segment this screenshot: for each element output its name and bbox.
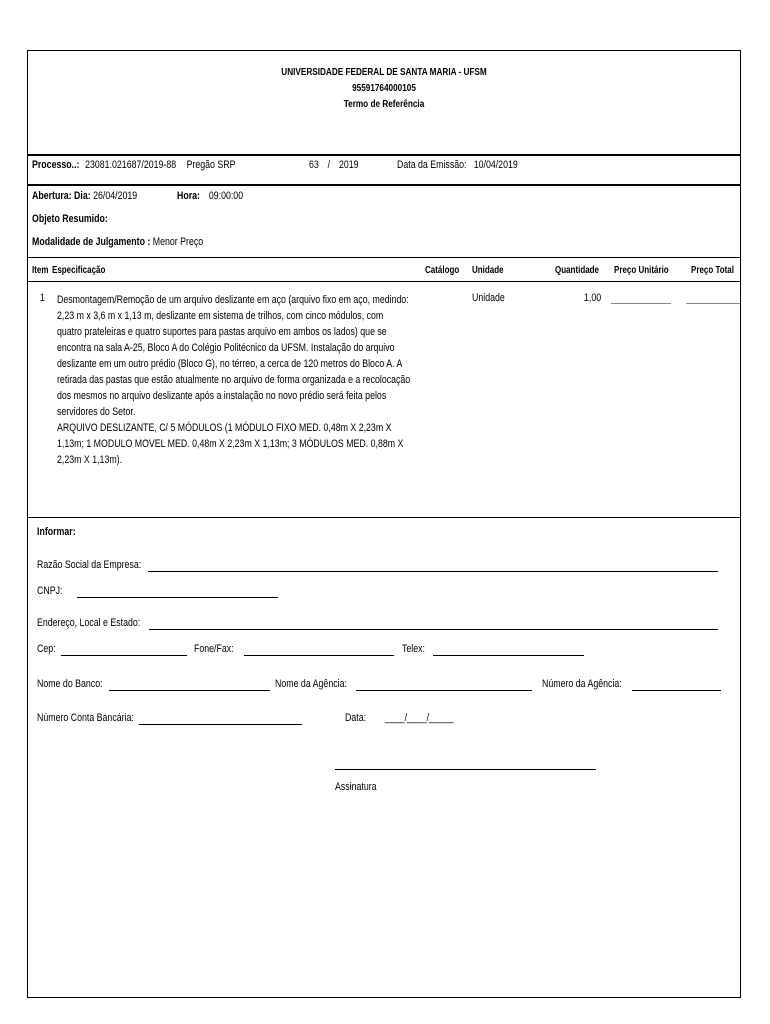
pregao-separator: / xyxy=(327,159,331,171)
process-modality: Pregão SRP xyxy=(186,159,236,171)
opening-date: 26/04/2019 xyxy=(93,190,138,202)
cep-label: Cep: xyxy=(37,643,56,655)
divider xyxy=(27,184,741,186)
pregao-number-row xyxy=(309,159,359,171)
institution-name: UNIVERSIDADE FEDERAL DE SANTA MARIA - UFSM xyxy=(281,67,487,78)
col-quantity: Quantidade xyxy=(555,265,600,276)
spec-line: 1,13m; 1 MODULO MOVEL MED. 0,48m X 2,23m X 1,13m; 3 MÓDULOS MED. 0,88m X xyxy=(57,438,404,450)
col-item: Item xyxy=(32,265,49,276)
col-catalog: Catálogo xyxy=(425,265,460,276)
divider xyxy=(27,257,741,258)
form-title: Informar: xyxy=(37,526,76,538)
row-quantity: 1,00 xyxy=(584,292,602,304)
signature-label: Assinatura xyxy=(335,781,377,793)
process-row xyxy=(32,159,236,171)
document-title: Termo de Referência xyxy=(343,99,425,110)
company-field[interactable] xyxy=(148,571,718,572)
bank-field[interactable] xyxy=(109,690,270,691)
hour-label: Hora: xyxy=(177,190,200,202)
spec-line: encontra na sala A-25, Bloco A do Colégio Politécnico da UFSM. Instalação do arquivo xyxy=(57,342,395,354)
signature-line xyxy=(335,769,596,770)
divider xyxy=(27,154,741,156)
process-label: Processo..: xyxy=(32,159,80,171)
agency-name-label: Nome da Agência: xyxy=(275,678,347,690)
divider xyxy=(27,281,741,282)
agency-name-field[interactable] xyxy=(356,690,532,691)
cep-field[interactable] xyxy=(61,655,187,656)
pregao-number: 63 xyxy=(309,159,319,171)
address-field[interactable] xyxy=(149,629,718,630)
bank-label: Nome do Banco: xyxy=(37,678,103,690)
emission-date: 10/04/2019 xyxy=(473,159,518,171)
unit-price-blank xyxy=(611,303,671,304)
col-unit: Unidade xyxy=(472,265,504,276)
agency-number-label: Número da Agência: xyxy=(542,678,622,690)
col-total-price: Preço Total xyxy=(691,265,734,276)
phone-label: Fone/Fax: xyxy=(194,643,234,655)
spec-line: dos mesmos no arquivo deslizante após a instalação no novo prédio será feita pelos xyxy=(57,390,387,402)
row-specification xyxy=(57,292,449,468)
address-label: Endereço, Local e Estado: xyxy=(37,617,141,629)
col-unit-price: Preço Unitário xyxy=(614,265,669,276)
spec-line: ARQUIVO DESLIZANTE, C/ 5 MÓDULOS (1 MÓDULO FIXO MED. 0,48m X 2,23m X xyxy=(57,422,392,434)
spec-line: retirada das pastas que estão atualmente no arquivo de forma organizada e a recolocação xyxy=(57,374,411,386)
opening-row xyxy=(32,190,137,202)
company-label: Razão Social da Empresa: xyxy=(37,559,142,571)
document-header xyxy=(92,51,676,154)
spec-line: 2,23m X 1,13m). xyxy=(57,454,123,466)
spec-line: servidores do Setor. xyxy=(57,406,136,418)
opening-label: Abertura: Dia: xyxy=(32,190,91,202)
emission-label: Data da Emissão: xyxy=(397,159,467,171)
spec-line: quatro prateleiras e quatro suportes para pastas arquivo em ambos os lados) que se xyxy=(57,326,387,338)
document-frame xyxy=(27,50,741,998)
emission-row xyxy=(397,159,518,171)
divider xyxy=(27,517,741,518)
date-label: Data: xyxy=(345,712,367,724)
total-price-blank xyxy=(686,303,740,304)
opening-hour-row xyxy=(177,190,243,202)
spec-line: Desmontagem/Remoção de um arquivo deslizante em aço (arquivo fixo em aço, medindo: xyxy=(57,294,409,306)
account-field[interactable] xyxy=(139,724,302,725)
account-label: Número Conta Bancária: xyxy=(37,712,134,724)
date-field[interactable]: ____/____/_____ xyxy=(385,712,454,724)
phone-field[interactable] xyxy=(244,655,394,656)
col-spec: Especificação xyxy=(52,265,106,276)
telex-field[interactable] xyxy=(433,655,584,656)
agency-number-field[interactable] xyxy=(632,690,721,691)
process-number: 23081.021687/2019-88 xyxy=(85,159,177,171)
institution-cnpj: 95591764000105 xyxy=(352,83,416,94)
object-label: Objeto Resumido: xyxy=(32,213,108,225)
cnpj-label: CNPJ: xyxy=(37,585,63,597)
judgment-row xyxy=(32,236,203,248)
spec-line: deslizante em um outro prédio (Bloco G), no térreo, a cerca de 120 metros do Bloco A. A xyxy=(57,358,403,370)
cnpj-field[interactable] xyxy=(77,597,278,598)
pregao-year: 2019 xyxy=(338,159,359,171)
row-item-number: 1 xyxy=(40,292,45,304)
spec-line: 2,23 m x 3,6 m x 1,13 m, deslizante em sistema de trilhos, com cinco módulos, com xyxy=(57,310,384,322)
judgment-label: Modalidade de Julgamento : xyxy=(32,236,151,248)
row-unit: Unidade xyxy=(472,292,505,304)
judgment-value: Menor Preço xyxy=(152,236,204,248)
telex-label: Telex: xyxy=(402,643,425,655)
hour-value: 09:00:00 xyxy=(208,190,244,202)
